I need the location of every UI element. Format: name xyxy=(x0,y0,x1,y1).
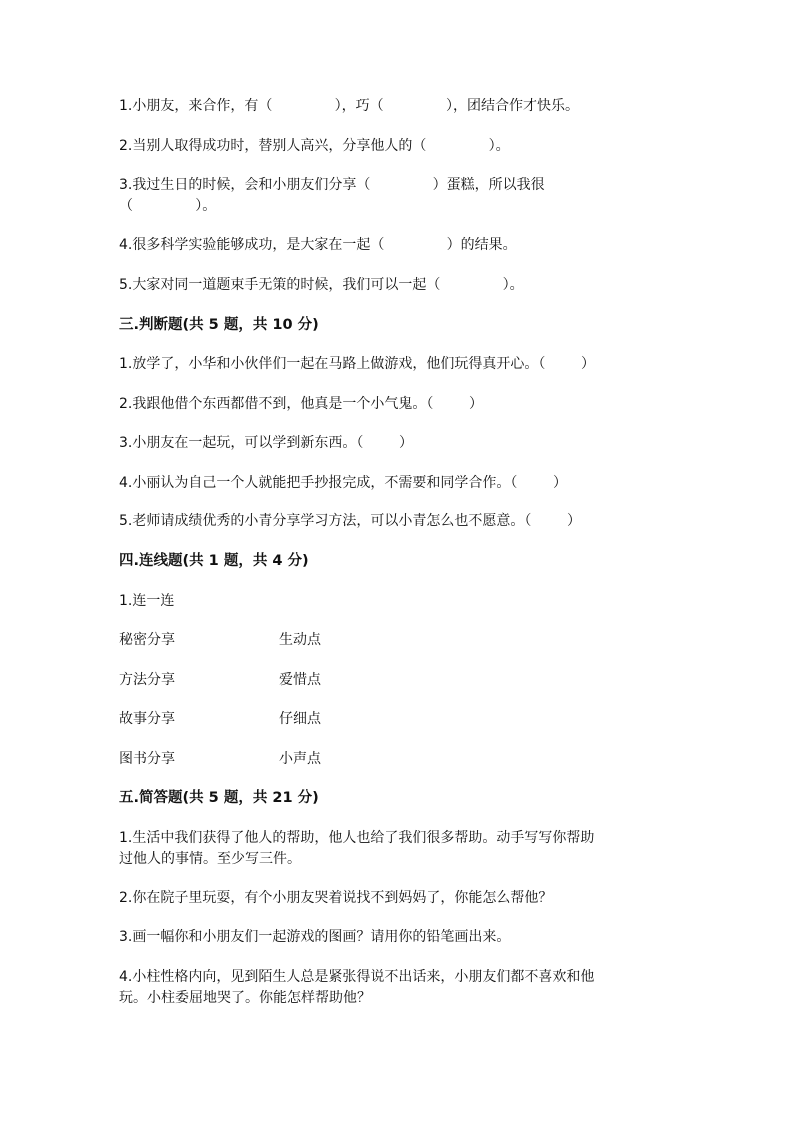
match-right-item: 生动点 xyxy=(279,632,321,648)
short-answer-q3: 3.画一幅你和小朋友们一起游戏的图画？请用你的铅笔画出来。 xyxy=(119,929,511,945)
match-left-item: 秘密分享 xyxy=(119,632,175,648)
fill-blank-1: 1.小朋友，来合作，有（ ），巧（ ），团结合作才快乐。 xyxy=(119,98,579,114)
judge-item-4: 4.小丽认为自己一个人就能把手抄报完成，不需要和同学合作。（ ） xyxy=(119,475,567,491)
match-left-item: 方法分享 xyxy=(119,672,175,688)
short-answer-q1-line1: 1.生活中我们获得了他人的帮助，他人也给了我们很多帮助。动手写写你帮助 xyxy=(119,830,595,846)
judge-item-2: 2.我跟他借个东西都借不到，他真是一个小气鬼。（ ） xyxy=(119,396,483,412)
match-right-item: 爱惜点 xyxy=(279,672,321,688)
fill-blank-3-continued: （ ）。 xyxy=(119,198,217,214)
fill-blank-5: 5.大家对同一道题束手无策的时候，我们可以一起（ ）。 xyxy=(119,277,524,293)
judge-item-3: 3.小朋友在一起玩，可以学到新东西。（ ） xyxy=(119,435,413,451)
short-answer-section-heading: 五.简答题(共 5 题，共 21 分) xyxy=(119,790,319,806)
match-right-item: 小声点 xyxy=(279,751,321,767)
fill-blank-2: 2.当别人取得成功时，替别人高兴，分享他人的（ ）。 xyxy=(119,138,510,154)
judge-item-1: 1.放学了，小华和小伙伴们一起在马路上做游戏，他们玩得真开心。（ ） xyxy=(119,356,595,372)
match-left-item: 图书分享 xyxy=(119,751,175,767)
fill-blank-4: 4.很多科学实验能够成功，是大家在一起（ ）的结果。 xyxy=(119,237,517,253)
short-answer-q4-line2: 玩。小柱委屈地哭了。你能怎样帮助他？ xyxy=(119,990,371,1006)
judge-section-heading: 三.判断题(共 5 题，共 10 分) xyxy=(119,317,319,333)
short-answer-q2: 2.你在院子里玩耍，有个小朋友哭着说找不到妈妈了，你能怎么帮他？ xyxy=(119,890,553,906)
short-answer-q4-line1: 4.小柱性格内向，见到陌生人总是紧张得说不出话来，小朋友们都不喜欢和他 xyxy=(119,969,595,985)
match-question: 1.连一连 xyxy=(119,593,175,609)
judge-item-5: 5.老师请成绩优秀的小青分享学习方法，可以小青怎么也不愿意。（ ） xyxy=(119,513,581,529)
fill-blank-3: 3.我过生日的时候，会和小朋友们分享（ ）蛋糕，所以我很 xyxy=(119,177,545,193)
match-right-item: 仔细点 xyxy=(279,711,321,727)
short-answer-q1-line2: 过他人的事情。至少写三件。 xyxy=(119,851,301,867)
match-section-heading: 四.连线题(共 1 题，共 4 分) xyxy=(119,553,309,569)
match-left-item: 故事分享 xyxy=(119,711,175,727)
